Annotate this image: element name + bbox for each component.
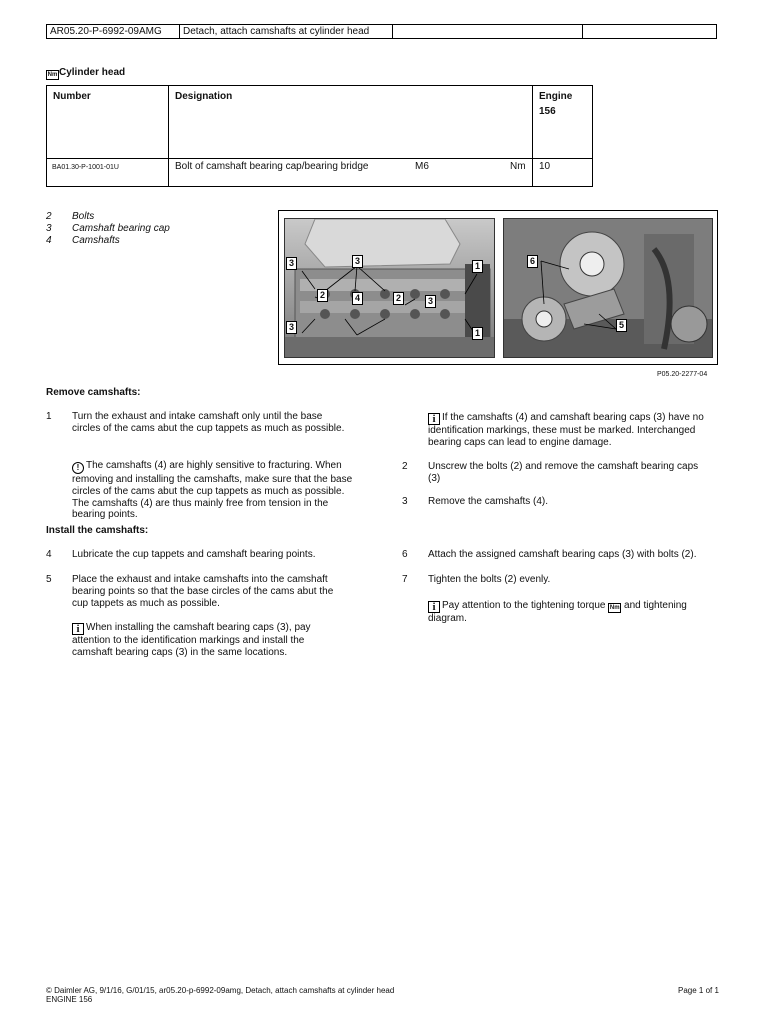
camshaft-photo [503, 218, 713, 358]
step-number: 7 [402, 574, 408, 585]
step-text: Lubricate the cup tappets and camshaft bearing points. [72, 549, 316, 560]
col-header-designation: Designation [175, 91, 233, 102]
note-text: When installing the camshaft bearing caps (3), pay attention to the identification markings and install the camshaft bearing caps (3) in the same locations. [72, 622, 311, 658]
step-text: Place the exhaust and intake camshafts into the camshaft bearing points so that the base circles of the cams abut the cup tappets as much as possible. [72, 574, 334, 609]
col-header-engine-number: 156 [539, 106, 556, 117]
callout-label: 3 [286, 321, 297, 334]
row-unit: Nm [510, 161, 526, 172]
callout-label: 3 [425, 295, 436, 308]
info-note [428, 412, 713, 449]
col-header-number: Number [53, 91, 91, 102]
row-size: M6 [415, 161, 429, 172]
section-title-text: Cylinder head [59, 67, 126, 78]
callout-label: 1 [472, 260, 483, 273]
row-value: 10 [539, 161, 551, 172]
warning-icon: ! [72, 462, 84, 474]
warning-note [72, 460, 362, 521]
step-number: 3 [402, 496, 408, 507]
note-text: and tightening diagram. [428, 600, 687, 624]
remove-heading: Remove camshafts: [46, 387, 141, 398]
step-text: Attach the assigned camshaft bearing caps (3) with bolts (2). [428, 549, 697, 560]
col-header-engine: Engine [539, 91, 573, 102]
info-icon: i [428, 601, 440, 613]
step-number: 5 [46, 574, 52, 585]
step-number: 1 [46, 411, 52, 422]
note-text: The camshafts (4) are highly sensitive to fracturing. When removing and installing the camshafts, make sure that the base circles of the cams abut the cup tappets as much as possible. The camshafts (4) are thus mainly free from tension in the bearing points. [72, 460, 353, 521]
callout-label: 4 [352, 292, 363, 305]
callout-label: 3 [352, 255, 363, 268]
callout-label: 2 [393, 292, 404, 305]
doc-id: AR05.20-P-6992-09AMG [47, 25, 180, 38]
callout-label: 3 [286, 257, 297, 270]
torque-nm-icon: Nm [47, 72, 58, 78]
callout-label: 5 [616, 319, 627, 332]
doc-title: Detach, attach camshafts at cylinder head [180, 25, 393, 38]
engine-figure [278, 210, 718, 365]
figure-caption: P05.20-2277-04 [657, 371, 708, 378]
callout-label: 1 [472, 327, 483, 340]
info-icon: i [72, 623, 84, 635]
install-heading: Install the camshafts: [46, 525, 149, 536]
step-text: Tighten the bolts (2) evenly. [428, 574, 551, 585]
info-note [428, 600, 713, 625]
row-designation: Bolt of camshaft bearing cap/bearing bridge [175, 161, 369, 172]
info-note [72, 622, 337, 659]
torque-nm-icon: Nm [609, 605, 620, 611]
footer-engine: ENGINE 156 [46, 995, 93, 1004]
header-cell-3 [393, 25, 583, 38]
camshaft-photo-drawing [504, 219, 713, 358]
row-number: BA01.30-P-1001-01U [52, 164, 119, 171]
step-text: Remove the camshafts (4). [428, 496, 549, 507]
step-number: 4 [46, 549, 52, 560]
figure-legend [46, 211, 170, 246]
step-text: Turn the exhaust and intake camshaft only until the base circles of the cams abut the cup tappets as much as possible. [72, 411, 345, 434]
legend-item: 3 Camshaft bearing cap [46, 222, 170, 234]
step-number: 2 [402, 461, 408, 472]
callout-label: 2 [317, 289, 328, 302]
header-cell-4 [583, 25, 716, 38]
footer-copyright: © Daimler AG, 9/1/16, G/01/15, ar05.20-p-6992-09amg, Detach, attach camshafts at cylinder head [46, 986, 395, 995]
cylinder-head-photo [284, 218, 495, 358]
legend-item: 2 Bolts [46, 211, 95, 222]
legend-item: 4 Camshafts [46, 234, 120, 246]
note-text: Pay attention to the tightening torque [442, 600, 606, 611]
note-text: If the camshafts (4) and camshaft bearing caps (3) have no identification markings, these must be marked. Interchanged bearing caps can lead to engine damage. [428, 412, 704, 448]
footer-page: Page 1 of 1 [678, 986, 719, 995]
torque-spec-table [46, 85, 593, 187]
info-icon: i [428, 413, 440, 425]
callout-label: 6 [527, 255, 538, 268]
document-header [46, 24, 717, 39]
step-number: 6 [402, 549, 408, 560]
torque-section-title [46, 67, 125, 80]
step-text: Unscrew the bolts (2) and remove the camshaft bearing caps (3) [428, 461, 699, 484]
